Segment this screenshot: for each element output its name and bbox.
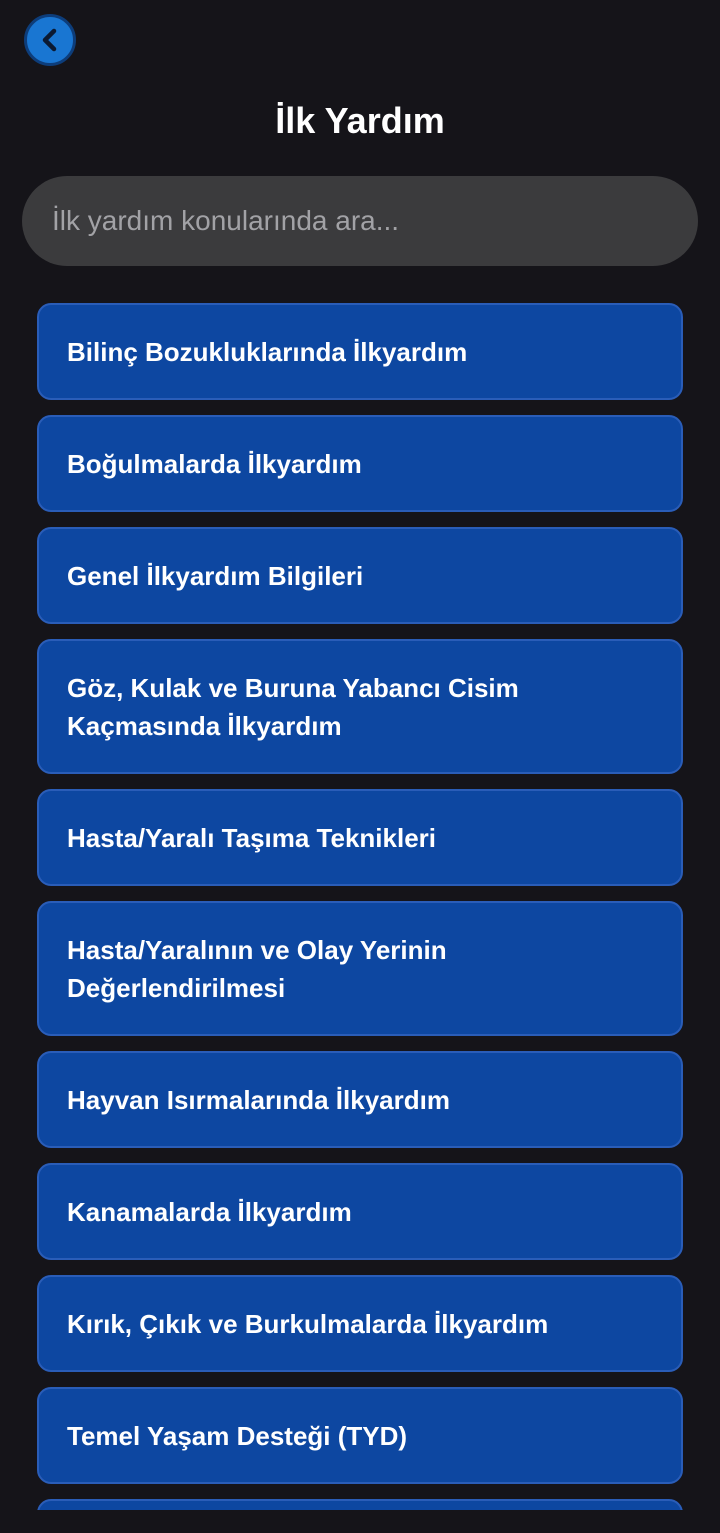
topic-label: Bilinç Bozukluklarında İlkyardım [67,336,468,367]
back-button[interactable] [24,14,76,66]
search-input[interactable] [22,176,698,266]
bottom-edge [0,1510,720,1533]
topic-label: Genel İlkyardım Bilgileri [67,560,364,591]
topic-label: Göz, Kulak ve Buruna Yabancı Cisim Kaçmasında İlkyardım [67,672,519,741]
topic-item-olay-yeri-degerlendirme[interactable] [37,901,683,1036]
topic-item-hayvan-isirmalari[interactable] [37,1051,683,1148]
topic-item-genel-bilgiler[interactable] [37,527,683,624]
topic-label: Temel Yaşam Desteği (TYD) [67,1420,408,1451]
topic-item-tasima-teknikleri[interactable] [37,789,683,886]
topic-item-bilinc-bozukluklari[interactable] [37,303,683,400]
topic-label: Hayvan Isırmalarında İlkyardım [67,1084,450,1115]
topic-list [37,303,683,1533]
chevron-left-icon [37,27,63,53]
topic-item-kirik-cikik[interactable] [37,1275,683,1372]
topic-item-yabanci-cisim[interactable] [37,639,683,774]
topic-item-temel-yasam-destegi[interactable] [37,1387,683,1484]
topic-label: Hasta/Yaralı Taşıma Teknikleri [67,822,437,853]
topic-item-bogulmalar[interactable] [37,415,683,512]
page-title: İlk Yardım [275,100,445,141]
topic-label: Kırık, Çıkık ve Burkulmalarda İlkyardım [67,1308,549,1339]
topic-label: Hasta/Yaralının ve Olay Yerinin Değerlendirilmesi [67,934,447,1003]
topic-label: Boğulmalarda İlkyardım [67,448,362,479]
topic-item-kanamalar[interactable] [37,1163,683,1260]
topic-label: Kanamalarda İlkyardım [67,1196,352,1227]
